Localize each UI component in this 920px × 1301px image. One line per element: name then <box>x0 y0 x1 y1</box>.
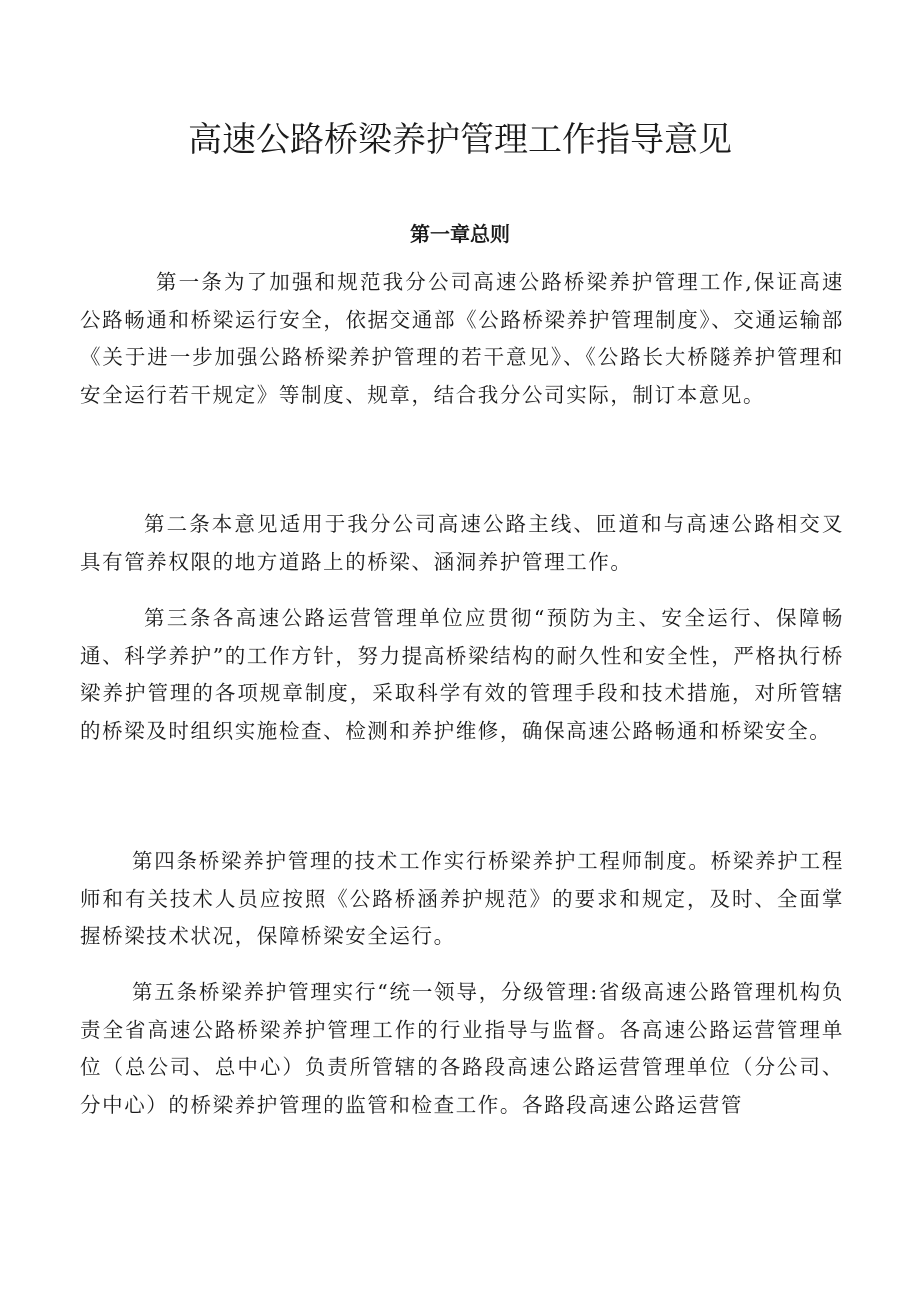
article-3-paragraph: 第三条各高速公路运营管理单位应贯彻“预防为主、安全运行、保障畅通、科学养护”的工作方针，努力提高桥梁结构的耐久性和安全性，严格执行桥梁养护管理的各项规章制度，采取科学有效的管理手段和技术措施，对所管辖的桥梁及时组织实施检查、检测和养护维修，确保高速公路畅通和桥梁安全。 <box>80 606 844 743</box>
article-5-paragraph: 第五条桥梁养护管理实行“统一领导，分级管理:省级高速公路管理机构负责全省高速公路桥梁养护管理工作的行业指导与监督。各高速公路运营管理单位（总公司、总中心）负责所管辖的各路段高速公路运营管理单位（分公司、分中心）的桥梁养护管理的监管和检查工作。各路段高速公路运营管 <box>80 980 844 1117</box>
chapter-heading: 第一章总则 <box>410 222 510 246</box>
article-2-paragraph: 第二条本意见适用于我分公司高速公路主线、匝道和与高速公路相交叉具有管养权限的地方道路上的桥梁、涵洞养护管理工作。 <box>80 512 844 574</box>
article-4-paragraph: 第四条桥梁养护管理的技术工作实行桥梁养护工程师制度。桥梁养护工程师和有关技术人员应按照《公路桥涵养护规范》的要求和规定，及时、全面掌握桥梁技术状况，保障桥梁安全运行。 <box>80 849 844 948</box>
document-title: 高速公路桥梁养护管理工作指导意见 <box>188 120 732 160</box>
article-1-paragraph: 第一条为了加强和规范我分公司高速公路桥梁养护管理工作,保证高速公路畅通和桥梁运行安全，依据交通部《公路桥梁养护管理制度》、交通运输部《关于进一步加强公路桥梁养护管理的若干意见》、《公路长大桥隧养护管理和安全运行若干规定》等制度、规章，结合我分公司实际，制订本意见。 <box>80 270 844 407</box>
